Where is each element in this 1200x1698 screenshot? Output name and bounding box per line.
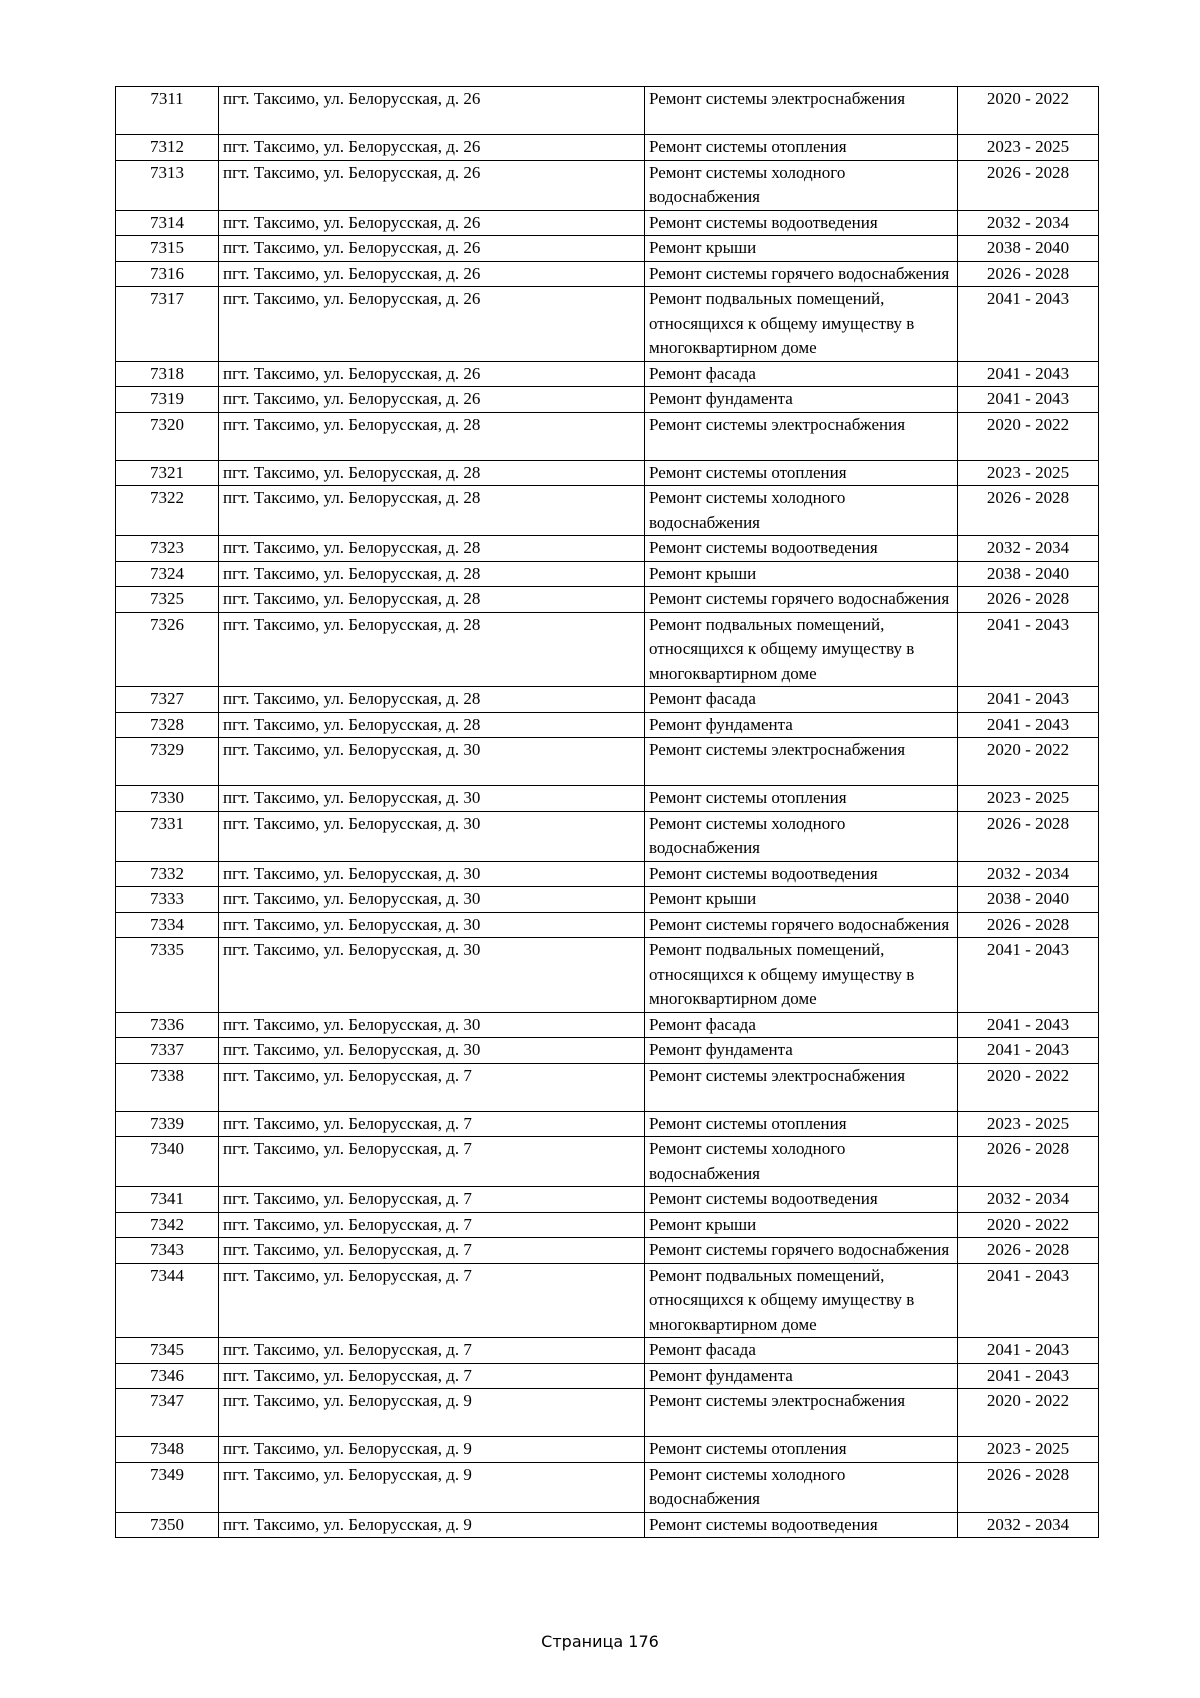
address-cell: пгт. Таксимо, ул. Белорусская, д. 30 [219, 1012, 645, 1038]
row-number: 7347 [116, 1389, 219, 1437]
address-cell: пгт. Таксимо, ул. Белорусская, д. 28 [219, 587, 645, 613]
address-cell: пгт. Таксимо, ул. Белорусская, д. 28 [219, 712, 645, 738]
row-number: 7346 [116, 1363, 219, 1389]
period-cell: 2041 - 2043 [958, 1012, 1099, 1038]
period-cell: 2041 - 2043 [958, 1038, 1099, 1064]
row-number: 7317 [116, 287, 219, 362]
table-row [116, 1462, 1099, 1512]
table-row [116, 160, 1099, 210]
period-cell: 2026 - 2028 [958, 811, 1099, 861]
work-type-cell: Ремонт фундамента [645, 712, 958, 738]
period-cell: 2038 - 2040 [958, 236, 1099, 262]
table-row [116, 1437, 1099, 1463]
address-cell: пгт. Таксимо, ул. Белорусская, д. 30 [219, 786, 645, 812]
row-number: 7344 [116, 1263, 219, 1338]
row-number: 7330 [116, 786, 219, 812]
row-number: 7342 [116, 1212, 219, 1238]
address-cell: пгт. Таксимо, ул. Белорусская, д. 7 [219, 1187, 645, 1213]
address-cell: пгт. Таксимо, ул. Белорусская, д. 26 [219, 135, 645, 161]
table-row [116, 387, 1099, 413]
address-cell: пгт. Таксимо, ул. Белорусская, д. 26 [219, 387, 645, 413]
period-cell: 2041 - 2043 [958, 712, 1099, 738]
address-cell: пгт. Таксимо, ул. Белорусская, д. 28 [219, 561, 645, 587]
address-cell: пгт. Таксимо, ул. Белорусская, д. 26 [219, 361, 645, 387]
work-type-cell: Ремонт фундамента [645, 1038, 958, 1064]
period-cell: 2041 - 2043 [958, 1263, 1099, 1338]
row-number: 7337 [116, 1038, 219, 1064]
row-number: 7327 [116, 687, 219, 713]
work-type-cell: Ремонт подвальных помещений, относящихся к общему имуществу в многоквартирном доме [645, 938, 958, 1013]
address-cell: пгт. Таксимо, ул. Белорусская, д. 26 [219, 236, 645, 262]
address-cell: пгт. Таксимо, ул. Белорусская, д. 30 [219, 938, 645, 1013]
table-row [116, 1012, 1099, 1038]
work-type-cell: Ремонт системы отопления [645, 1111, 958, 1137]
period-cell: 2020 - 2022 [958, 412, 1099, 460]
row-number: 7349 [116, 1462, 219, 1512]
period-cell: 2026 - 2028 [958, 160, 1099, 210]
table-row [116, 210, 1099, 236]
table-row [116, 486, 1099, 536]
period-cell: 2032 - 2034 [958, 1512, 1099, 1538]
work-type-cell: Ремонт системы холодного водоснабжения [645, 486, 958, 536]
work-type-cell: Ремонт системы электроснабжения [645, 738, 958, 786]
work-type-cell: Ремонт системы холодного водоснабжения [645, 1137, 958, 1187]
period-cell: 2023 - 2025 [958, 135, 1099, 161]
work-type-cell: Ремонт системы водоотведения [645, 861, 958, 887]
table-row [116, 1111, 1099, 1137]
row-number: 7325 [116, 587, 219, 613]
address-cell: пгт. Таксимо, ул. Белорусская, д. 9 [219, 1512, 645, 1538]
row-number: 7332 [116, 861, 219, 887]
table-row [116, 1038, 1099, 1064]
period-cell: 2041 - 2043 [958, 387, 1099, 413]
period-cell: 2032 - 2034 [958, 861, 1099, 887]
work-type-cell: Ремонт системы холодного водоснабжения [645, 160, 958, 210]
period-cell: 2020 - 2022 [958, 87, 1099, 135]
table-row [116, 1187, 1099, 1213]
work-type-cell: Ремонт крыши [645, 561, 958, 587]
work-type-cell: Ремонт крыши [645, 1212, 958, 1238]
period-cell: 2041 - 2043 [958, 1363, 1099, 1389]
address-cell: пгт. Таксимо, ул. Белорусская, д. 26 [219, 261, 645, 287]
work-type-cell: Ремонт системы горячего водоснабжения [645, 912, 958, 938]
work-type-cell: Ремонт крыши [645, 887, 958, 913]
table-row [116, 1363, 1099, 1389]
address-cell: пгт. Таксимо, ул. Белорусская, д. 7 [219, 1338, 645, 1364]
period-cell: 2023 - 2025 [958, 460, 1099, 486]
work-type-cell: Ремонт фундамента [645, 387, 958, 413]
address-cell: пгт. Таксимо, ул. Белорусская, д. 7 [219, 1363, 645, 1389]
table-row [116, 460, 1099, 486]
table-row [116, 811, 1099, 861]
work-type-cell: Ремонт системы горячего водоснабжения [645, 1238, 958, 1264]
work-type-cell: Ремонт системы электроснабжения [645, 87, 958, 135]
address-cell: пгт. Таксимо, ул. Белорусская, д. 30 [219, 1038, 645, 1064]
table-row [116, 1238, 1099, 1264]
table-row [116, 861, 1099, 887]
row-number: 7339 [116, 1111, 219, 1137]
table-row [116, 712, 1099, 738]
row-number: 7345 [116, 1338, 219, 1364]
work-type-cell: Ремонт фасада [645, 361, 958, 387]
table-row [116, 561, 1099, 587]
address-cell: пгт. Таксимо, ул. Белорусская, д. 28 [219, 460, 645, 486]
table-row [116, 1137, 1099, 1187]
address-cell: пгт. Таксимо, ул. Белорусская, д. 7 [219, 1063, 645, 1111]
address-cell: пгт. Таксимо, ул. Белорусская, д. 26 [219, 87, 645, 135]
table-row [116, 1263, 1099, 1338]
row-number: 7331 [116, 811, 219, 861]
table-row [116, 587, 1099, 613]
table-row [116, 1389, 1099, 1437]
work-type-cell: Ремонт крыши [645, 236, 958, 262]
row-number: 7322 [116, 486, 219, 536]
period-cell: 2026 - 2028 [958, 912, 1099, 938]
row-number: 7338 [116, 1063, 219, 1111]
row-number: 7323 [116, 536, 219, 562]
table-row [116, 912, 1099, 938]
row-number: 7316 [116, 261, 219, 287]
address-cell: пгт. Таксимо, ул. Белорусская, д. 26 [219, 210, 645, 236]
address-cell: пгт. Таксимо, ул. Белорусская, д. 28 [219, 486, 645, 536]
work-type-cell: Ремонт подвальных помещений, относящихся к общему имуществу в многоквартирном доме [645, 287, 958, 362]
table-row [116, 887, 1099, 913]
work-type-cell: Ремонт системы горячего водоснабжения [645, 587, 958, 613]
row-number: 7341 [116, 1187, 219, 1213]
table-row [116, 87, 1099, 135]
address-cell: пгт. Таксимо, ул. Белорусская, д. 7 [219, 1111, 645, 1137]
work-type-cell: Ремонт системы отопления [645, 460, 958, 486]
table-row [116, 236, 1099, 262]
row-number: 7318 [116, 361, 219, 387]
row-number: 7320 [116, 412, 219, 460]
period-cell: 2032 - 2034 [958, 1187, 1099, 1213]
period-cell: 2026 - 2028 [958, 1462, 1099, 1512]
period-cell: 2020 - 2022 [958, 738, 1099, 786]
period-cell: 2041 - 2043 [958, 612, 1099, 687]
table-row [116, 287, 1099, 362]
work-type-cell: Ремонт подвальных помещений, относящихся к общему имуществу в многоквартирном доме [645, 1263, 958, 1338]
period-cell: 2026 - 2028 [958, 587, 1099, 613]
period-cell: 2023 - 2025 [958, 1111, 1099, 1137]
address-cell: пгт. Таксимо, ул. Белорусская, д. 30 [219, 912, 645, 938]
period-cell: 2020 - 2022 [958, 1063, 1099, 1111]
row-number: 7335 [116, 938, 219, 1013]
period-cell: 2032 - 2034 [958, 210, 1099, 236]
table-row [116, 1212, 1099, 1238]
row-number: 7334 [116, 912, 219, 938]
row-number: 7321 [116, 460, 219, 486]
period-cell: 2026 - 2028 [958, 1137, 1099, 1187]
work-type-cell: Ремонт системы водоотведения [645, 210, 958, 236]
work-type-cell: Ремонт системы водоотведения [645, 536, 958, 562]
table-body [116, 87, 1099, 1538]
work-type-cell: Ремонт системы отопления [645, 135, 958, 161]
address-cell: пгт. Таксимо, ул. Белорусская, д. 9 [219, 1389, 645, 1437]
work-type-cell: Ремонт системы электроснабжения [645, 1063, 958, 1111]
address-cell: пгт. Таксимо, ул. Белорусская, д. 7 [219, 1212, 645, 1238]
row-number: 7328 [116, 712, 219, 738]
period-cell: 2041 - 2043 [958, 938, 1099, 1013]
table-row [116, 1338, 1099, 1364]
address-cell: пгт. Таксимо, ул. Белорусская, д. 26 [219, 160, 645, 210]
address-cell: пгт. Таксимо, ул. Белорусская, д. 30 [219, 887, 645, 913]
address-cell: пгт. Таксимо, ул. Белорусская, д. 30 [219, 738, 645, 786]
period-cell: 2032 - 2034 [958, 536, 1099, 562]
work-type-cell: Ремонт системы водоотведения [645, 1187, 958, 1213]
work-type-cell: Ремонт фасада [645, 1012, 958, 1038]
row-number: 7348 [116, 1437, 219, 1463]
period-cell: 2038 - 2040 [958, 561, 1099, 587]
row-number: 7350 [116, 1512, 219, 1538]
address-cell: пгт. Таксимо, ул. Белорусская, д. 28 [219, 612, 645, 687]
period-cell: 2020 - 2022 [958, 1389, 1099, 1437]
row-number: 7333 [116, 887, 219, 913]
table-row [116, 361, 1099, 387]
page-number: Страница 176 [541, 1632, 659, 1651]
row-number: 7343 [116, 1238, 219, 1264]
work-type-cell: Ремонт системы отопления [645, 786, 958, 812]
address-cell: пгт. Таксимо, ул. Белорусская, д. 7 [219, 1263, 645, 1338]
period-cell: 2023 - 2025 [958, 1437, 1099, 1463]
address-cell: пгт. Таксимо, ул. Белорусская, д. 28 [219, 412, 645, 460]
row-number: 7329 [116, 738, 219, 786]
table-row [116, 1063, 1099, 1111]
row-number: 7326 [116, 612, 219, 687]
row-number: 7311 [116, 87, 219, 135]
work-type-cell: Ремонт фасада [645, 687, 958, 713]
row-number: 7313 [116, 160, 219, 210]
table-row [116, 135, 1099, 161]
row-number: 7340 [116, 1137, 219, 1187]
row-number: 7315 [116, 236, 219, 262]
period-cell: 2041 - 2043 [958, 361, 1099, 387]
period-cell: 2026 - 2028 [958, 261, 1099, 287]
address-cell: пгт. Таксимо, ул. Белорусская, д. 30 [219, 811, 645, 861]
row-number: 7314 [116, 210, 219, 236]
period-cell: 2038 - 2040 [958, 887, 1099, 913]
table-row [116, 1512, 1099, 1538]
work-type-cell: Ремонт системы электроснабжения [645, 412, 958, 460]
address-cell: пгт. Таксимо, ул. Белорусская, д. 9 [219, 1462, 645, 1512]
address-cell: пгт. Таксимо, ул. Белорусская, д. 7 [219, 1137, 645, 1187]
work-type-cell: Ремонт подвальных помещений, относящихся к общему имуществу в многоквартирном доме [645, 612, 958, 687]
address-cell: пгт. Таксимо, ул. Белорусская, д. 7 [219, 1238, 645, 1264]
period-cell: 2041 - 2043 [958, 1338, 1099, 1364]
work-type-cell: Ремонт системы холодного водоснабжения [645, 811, 958, 861]
work-type-cell: Ремонт системы горячего водоснабжения [645, 261, 958, 287]
period-cell: 2041 - 2043 [958, 687, 1099, 713]
table-row [116, 738, 1099, 786]
table-row [116, 261, 1099, 287]
address-cell: пгт. Таксимо, ул. Белорусская, д. 28 [219, 536, 645, 562]
period-cell: 2026 - 2028 [958, 1238, 1099, 1264]
period-cell: 2026 - 2028 [958, 486, 1099, 536]
row-number: 7336 [116, 1012, 219, 1038]
work-type-cell: Ремонт системы электроснабжения [645, 1389, 958, 1437]
row-number: 7312 [116, 135, 219, 161]
table-row [116, 786, 1099, 812]
table-row [116, 536, 1099, 562]
period-cell: 2041 - 2043 [958, 287, 1099, 362]
row-number: 7319 [116, 387, 219, 413]
work-type-cell: Ремонт системы отопления [645, 1437, 958, 1463]
address-cell: пгт. Таксимо, ул. Белорусская, д. 30 [219, 861, 645, 887]
address-cell: пгт. Таксимо, ул. Белорусская, д. 9 [219, 1437, 645, 1463]
work-type-cell: Ремонт системы водоотведения [645, 1512, 958, 1538]
work-type-cell: Ремонт фасада [645, 1338, 958, 1364]
period-cell: 2020 - 2022 [958, 1212, 1099, 1238]
table-row [116, 612, 1099, 687]
repair-schedule-table [115, 86, 1099, 1538]
table-row [116, 412, 1099, 460]
work-type-cell: Ремонт системы холодного водоснабжения [645, 1462, 958, 1512]
work-type-cell: Ремонт фундамента [645, 1363, 958, 1389]
address-cell: пгт. Таксимо, ул. Белорусская, д. 26 [219, 287, 645, 362]
row-number: 7324 [116, 561, 219, 587]
table-row [116, 938, 1099, 1013]
table-row [116, 687, 1099, 713]
period-cell: 2023 - 2025 [958, 786, 1099, 812]
address-cell: пгт. Таксимо, ул. Белорусская, д. 28 [219, 687, 645, 713]
